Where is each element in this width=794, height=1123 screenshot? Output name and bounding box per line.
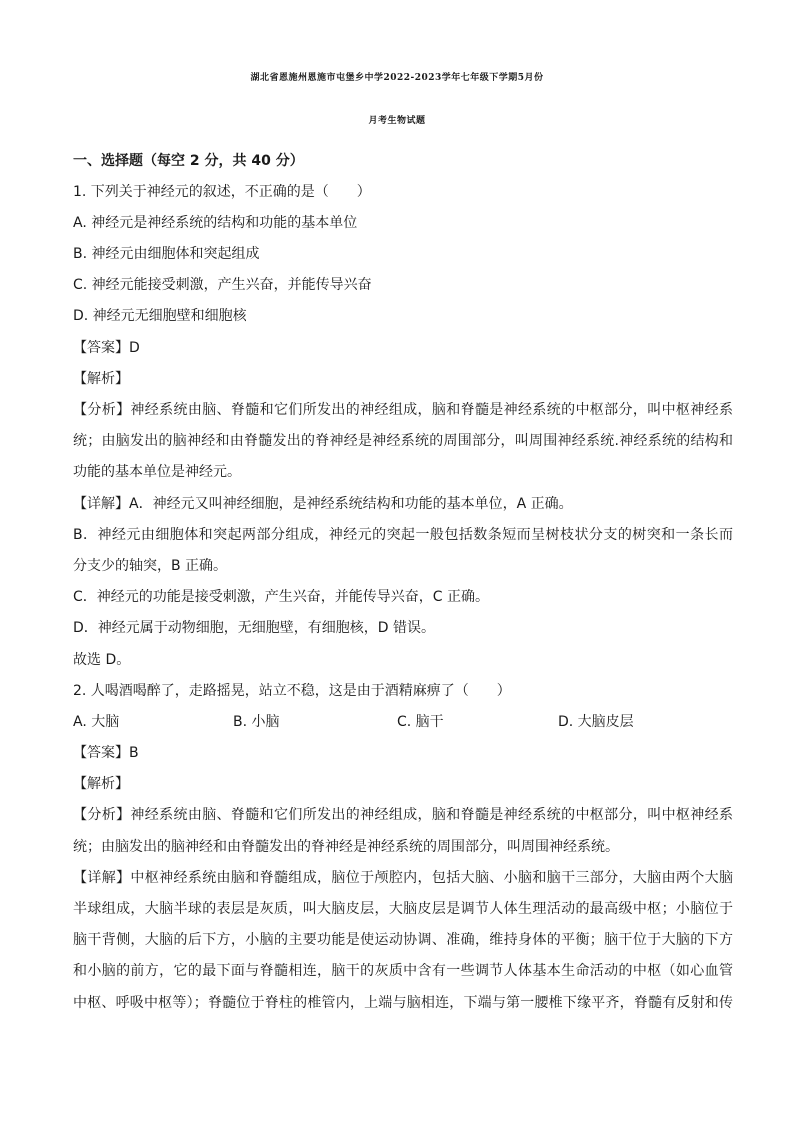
- question-2-detail-line: 【详解】中枢神经系统由脑和脊髓组成，脑位于颅腔内，包括大脑、小脑和脑干三部分，大脑由两个大脑: [73, 870, 733, 886]
- question-1-analysis-label: 【解析】: [73, 371, 129, 387]
- question-2-detail-line: 脑干背侧，大脑的后下方，小脑的主要功能是使运动协调、准确，维持身体的平衡；脑干位于大脑的下方: [73, 932, 733, 948]
- question-2-option-a: A. 大脑: [73, 714, 120, 730]
- question-2-option-c: C. 脑干: [397, 714, 444, 730]
- question-1-conclusion: 故选 D。: [73, 652, 131, 668]
- document-title-line-1: 湖北省恩施州恩施市屯堡乡中学2022-2023学年七年级下学期5月份: [250, 73, 544, 83]
- question-1-fenxi-line: 功能的基本单位是神经元。: [73, 464, 241, 480]
- question-1-detail-line: 【详解】A．神经元又叫神经细胞，是神经系统结构和功能的基本单位，A 正确。: [73, 496, 573, 512]
- question-1-stem: 1. 下列关于神经元的叙述，不正确的是（ ）: [73, 184, 371, 200]
- document-title-line-2: 月考生物试题: [368, 116, 426, 126]
- question-1-option-a: A. 神经元是神经系统的结构和功能的基本单位: [73, 215, 358, 231]
- section-heading: 一、选择题（每空 2 分，共 40 分）: [73, 153, 304, 169]
- question-2-stem: 2. 人喝酒喝醉了，走路摇晃，站立不稳，这是由于酒精麻痹了（ ）: [73, 683, 511, 699]
- question-1-fenxi-line: 统；由脑发出的脑神经和由脊髓发出的脊神经是神经系统的周围部分，叫周围神经系统.神经系统的结构和: [73, 433, 733, 449]
- question-1-detail-line: D．神经元属于动物细胞，无细胞壁，有细胞核，D 错误。: [73, 620, 436, 636]
- question-2-option-d: D. 大脑皮层: [558, 714, 634, 730]
- question-1-option-c: C. 神经元能接受刺激，产生兴奋，并能传导兴奋: [73, 277, 372, 293]
- question-1-option-b: B. 神经元由细胞体和突起组成: [73, 246, 260, 262]
- question-2-analysis-label: 【解析】: [73, 776, 129, 792]
- question-2-option-b: B. 小脑: [233, 714, 280, 730]
- question-1-detail-line: C．神经元的功能是接受刺激，产生兴奋，并能传导兴奋，C 正确。: [73, 589, 489, 605]
- question-2-fenxi-line: 【分析】神经系统由脑、脊髓和它们所发出的神经组成，脑和脊髓是神经系统的中枢部分，叫中枢神经系: [73, 807, 733, 823]
- question-1-answer: 【答案】D: [73, 340, 140, 356]
- question-2-detail-line: 和小脑的前方，它的最下面与脊髓相连，脑干的灰质中含有一些调节人体基本生命活动的中枢（如心血管: [73, 963, 733, 979]
- question-1-fenxi-line: 【分析】神经系统由脑、脊髓和它们所发出的神经组成，脑和脊髓是神经系统的中枢部分，叫中枢神经系: [73, 402, 733, 418]
- question-1-detail-line: B．神经元由细胞体和突起两部分组成，神经元的突起一般包括数条短而呈树枝状分支的树突和一条长而: [73, 527, 733, 543]
- question-2-detail-line: 半球组成，大脑半球的表层是灰质，叫大脑皮层，大脑皮层是调节人体生理活动的最高级中枢；小脑位于: [73, 901, 733, 917]
- question-2-fenxi-line: 统；由脑发出的脑神经和由脊髓发出的脊神经是神经系统的周围部分，叫周围神经系统。: [73, 839, 619, 855]
- question-2-answer: 【答案】B: [73, 745, 139, 761]
- question-1-detail-line: 分支少的轴突，B 正确。: [73, 558, 228, 574]
- question-1-option-d: D. 神经元无细胞壁和细胞核: [73, 308, 247, 324]
- question-2-detail-line: 中枢、呼吸中枢等）；脊髓位于脊柱的椎管内，上端与脑相连，下端与第一腰椎下缘平齐，脊髓有反射和传: [73, 995, 733, 1011]
